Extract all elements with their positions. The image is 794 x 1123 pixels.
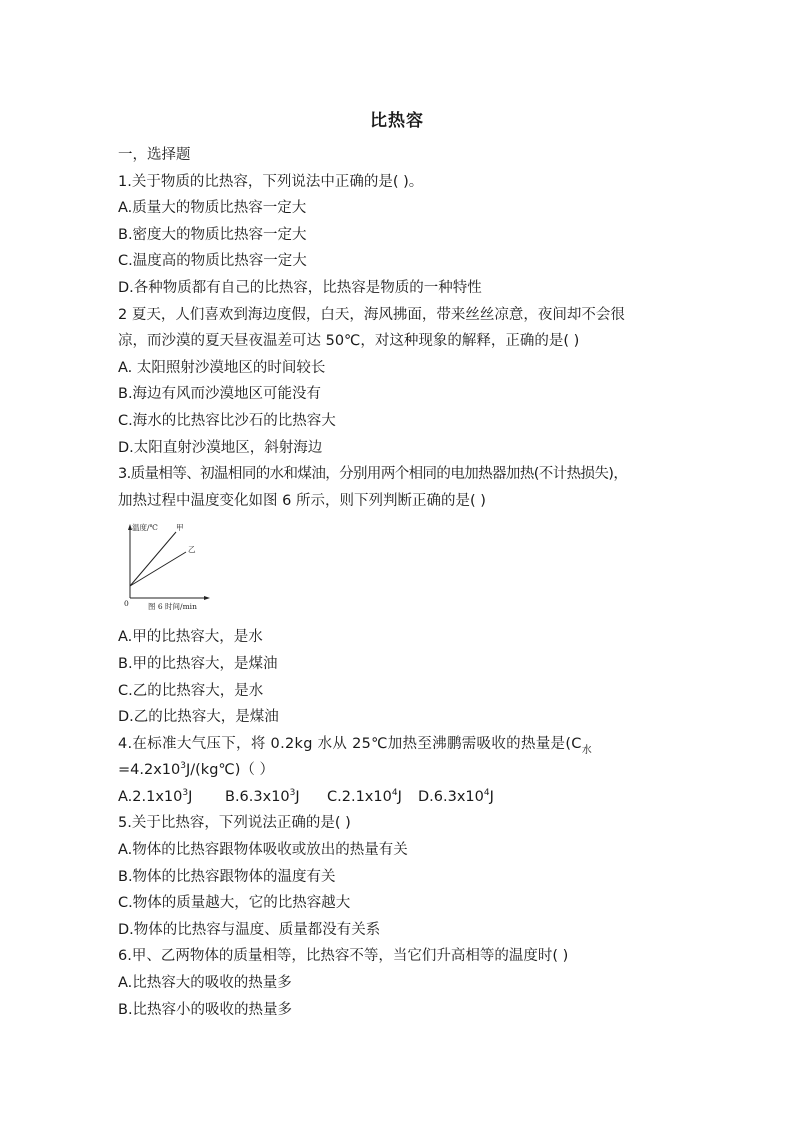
question-4-option-a	[118, 784, 225, 811]
figure-6	[118, 518, 678, 618]
question-1	[118, 169, 678, 302]
figure-caption: 图 6 时间/min	[148, 602, 197, 611]
option-d-exp: 4	[483, 788, 490, 799]
question-1-option-c: C.温度高的物质比热容一定大	[118, 253, 307, 270]
question-1-option-b: B.密度大的物质比热容一定大	[118, 226, 307, 243]
question-6	[118, 943, 678, 1023]
option-c-exp: 4	[391, 788, 398, 799]
option-a-base: A.2.1x10	[118, 788, 183, 805]
temperature-time-graph	[120, 518, 216, 610]
question-5-stem: 5.关于比热容，下列说法正确的是( )	[118, 815, 351, 832]
origin-label: 0	[124, 599, 129, 609]
question-6-stem: 6.甲、乙两物体的质量相等，比热容不等，当它们升高相等的温度时( )	[118, 948, 569, 965]
y-axis-label: 温度/℃	[132, 523, 158, 533]
question-1-stem: 1.关于物质的比热容，下列说法中正确的是( )。	[118, 173, 424, 190]
question-5-option-d: D.物体的比热容与温度、质量都没有关系	[118, 921, 381, 938]
question-4-formula-exp: 3	[180, 761, 186, 772]
question-2-stem-line-1: 2 夏天，人们喜欢到海边度假，白天，海风拂面，带来丝丝凉意，夜间却不会很	[118, 306, 625, 323]
question-2-stem-line-2: 凉，而沙漠的夏天昼夜温差可达 50℃，对这种现象的解释，正确的是( )	[118, 333, 580, 350]
option-a-unit: J	[188, 788, 193, 805]
question-2-option-c: C.海水的比热容比沙石的比热容大	[118, 412, 336, 429]
question-5-option-b: B.物体的比热容跟物体的温度有关	[118, 868, 336, 885]
option-c-base: C.2.1x10	[327, 788, 392, 805]
option-b-exp: 3	[289, 788, 296, 799]
question-1-option-a: A.质量大的物质比热容一定大	[118, 200, 307, 217]
section-heading: 一，选择题	[118, 147, 191, 163]
question-1-option-d: D.各种物质都有自己的比热容，比热容是物质的一种特性	[118, 279, 482, 296]
question-3	[118, 461, 678, 731]
question-4-stem-line-2	[118, 757, 678, 784]
option-b-base: B.6.3x10	[225, 788, 290, 805]
question-3-option-b: B.甲的比热容大，是煤油	[118, 655, 278, 672]
option-d-unit: J	[489, 788, 494, 805]
question-4-subscript: 水	[581, 744, 593, 756]
question-6-option-b: B.比热容小的吸收的热量多	[118, 1001, 293, 1018]
question-2-option-b: B.海边有风而沙漠地区可能没有	[118, 386, 322, 403]
question-2-option-a: A. 太阳照射沙漠地区的时间较长	[118, 359, 326, 376]
series-jia-label: 甲	[176, 523, 184, 533]
option-a-exp: 3	[182, 788, 189, 799]
question-4	[118, 731, 678, 811]
document-body	[118, 142, 678, 1023]
option-c-unit: J	[397, 788, 402, 805]
option-d-base: D.6.3x10	[418, 788, 484, 805]
question-6-option-a: A.比热容大的吸收的热量多	[118, 975, 292, 992]
question-2-option-d: D.太阳直射沙漠地区，斜射海边	[118, 439, 323, 456]
question-4-options	[118, 784, 678, 811]
question-4-formula-base: =4.2x10	[118, 762, 181, 779]
question-4-formula-unit: J/(kg℃)（ ）	[185, 762, 274, 779]
option-b-unit: J	[295, 788, 300, 805]
question-4-option-c	[327, 784, 418, 811]
x-axis-arrow-icon	[204, 596, 210, 600]
question-3-option-c: C.乙的比热容大，是水	[118, 682, 264, 699]
question-3-option-a: A.甲的比热容大，是水	[118, 629, 263, 646]
question-3-stem-line-2: 加热过程中温度变化如图 6 所示，则下列判断正确的是( )	[118, 492, 486, 509]
question-4-option-d	[418, 784, 494, 811]
question-5	[118, 810, 678, 943]
question-4-stem-line-1	[118, 731, 678, 758]
question-5-option-a: A.物体的比热容跟物体吸收或放出的热量有关	[118, 842, 408, 859]
question-4-option-b	[225, 784, 327, 811]
question-3-stem-line-1: 3.质量相等、初温相同的水和煤油，分别用两个相同的电加热器加热(不计热损失)，	[118, 466, 628, 483]
question-5-option-c: C.物体的质量越大，它的比热容越大	[118, 895, 351, 912]
question-4-stem-text: 4.在标准大气压下，将 0.2kg 水从 25℃加热至沸鹏需吸收的热量是(C	[118, 735, 582, 752]
page-title: 比热容	[370, 111, 424, 131]
series-yi-label: 乙	[188, 545, 196, 555]
question-2	[118, 302, 678, 462]
series-jia-line	[130, 532, 176, 586]
series-yi-line	[130, 552, 186, 586]
question-3-option-d: D.乙的比热容大，是煤油	[118, 709, 279, 726]
